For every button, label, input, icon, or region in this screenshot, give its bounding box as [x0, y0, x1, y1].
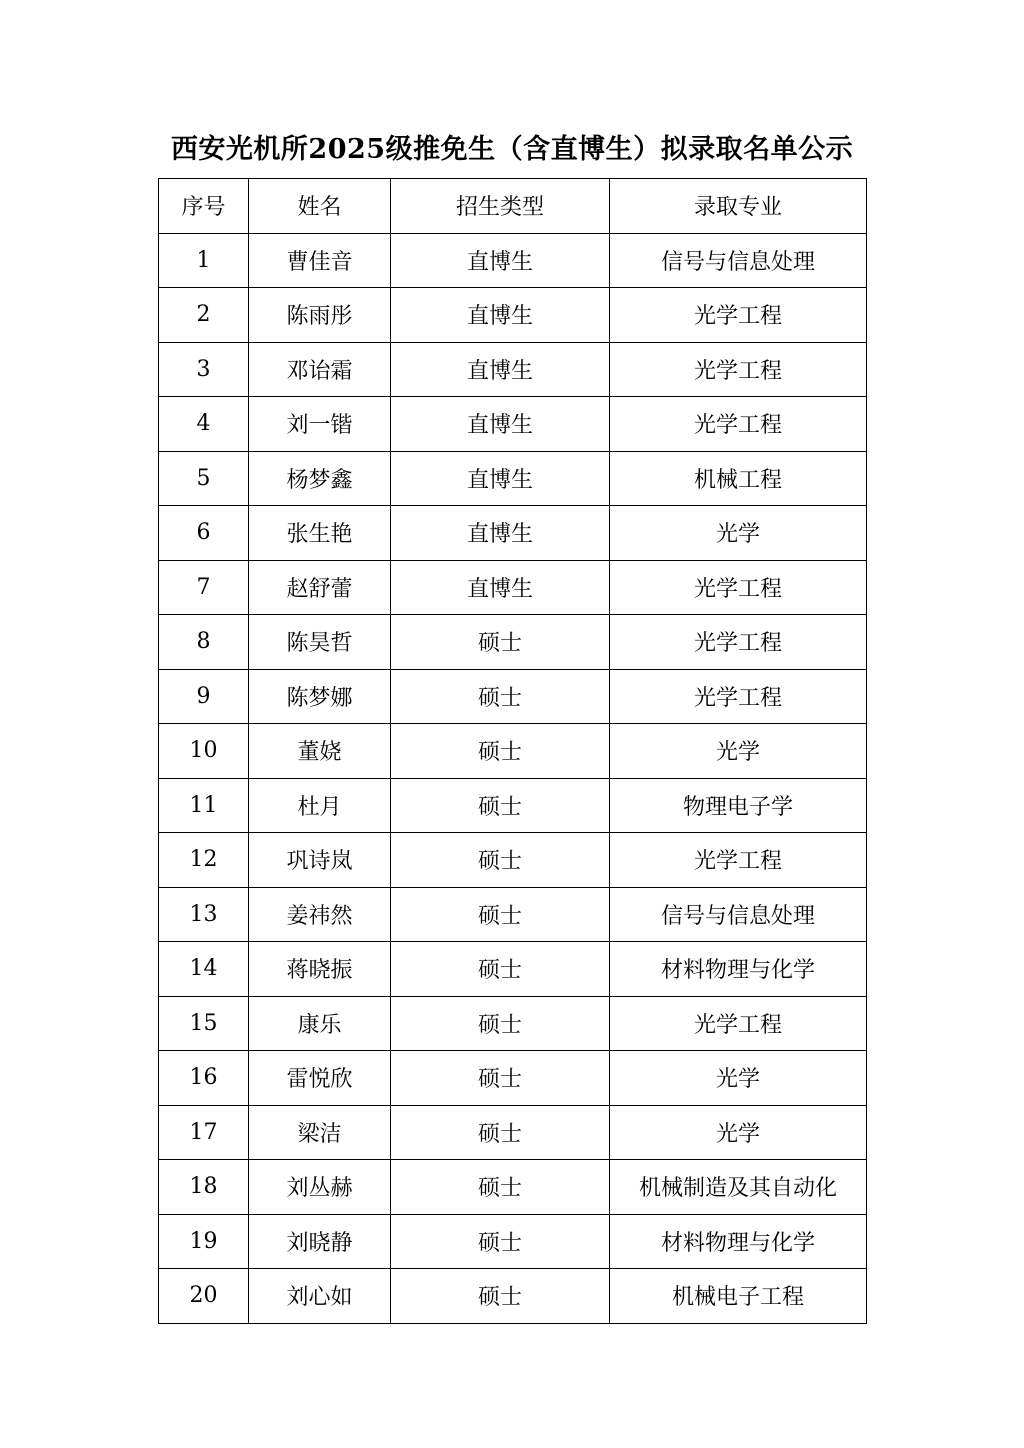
- cell-major: 光学工程: [610, 342, 867, 397]
- cell-index: 7: [159, 560, 249, 615]
- table-row: [159, 506, 867, 561]
- cell-index: 14: [159, 942, 249, 997]
- cell-name: 陈雨彤: [249, 288, 391, 343]
- cell-major: 机械制造及其自动化: [610, 1160, 867, 1215]
- cell-name: 陈昊哲: [249, 615, 391, 670]
- table-row: [159, 233, 867, 288]
- cell-name: 杨梦鑫: [249, 451, 391, 506]
- table-row: [159, 669, 867, 724]
- cell-index: 16: [159, 1051, 249, 1106]
- header-admission-type: 招生类型: [391, 179, 610, 234]
- cell-major: 机械电子工程: [610, 1269, 867, 1324]
- table-row: [159, 1160, 867, 1215]
- table-row: [159, 560, 867, 615]
- cell-major: 光学工程: [610, 833, 867, 888]
- cell-major: 物理电子学: [610, 778, 867, 833]
- cell-major: 光学工程: [610, 615, 867, 670]
- header-major: 录取专业: [610, 179, 867, 234]
- cell-major: 光学: [610, 1051, 867, 1106]
- cell-name: 曹佳音: [249, 233, 391, 288]
- cell-major: 光学工程: [610, 560, 867, 615]
- cell-name: 姜祎然: [249, 887, 391, 942]
- cell-major: 光学: [610, 1105, 867, 1160]
- cell-name: 陈梦娜: [249, 669, 391, 724]
- cell-major: 机械工程: [610, 451, 867, 506]
- cell-admission-type: 硕士: [391, 833, 610, 888]
- cell-index: 10: [159, 724, 249, 779]
- cell-index: 6: [159, 506, 249, 561]
- cell-admission-type: 直博生: [391, 288, 610, 343]
- cell-major: 材料物理与化学: [610, 1214, 867, 1269]
- table-row: [159, 615, 867, 670]
- table-row: [159, 942, 867, 997]
- cell-admission-type: 直博生: [391, 233, 610, 288]
- cell-admission-type: 硕士: [391, 1269, 610, 1324]
- cell-admission-type: 硕士: [391, 942, 610, 997]
- cell-admission-type: 直博生: [391, 506, 610, 561]
- cell-admission-type: 硕士: [391, 887, 610, 942]
- cell-major: 信号与信息处理: [610, 233, 867, 288]
- cell-admission-type: 硕士: [391, 778, 610, 833]
- cell-admission-type: 硕士: [391, 1051, 610, 1106]
- table-row: [159, 778, 867, 833]
- cell-admission-type: 硕士: [391, 1160, 610, 1215]
- table-header-row: [159, 179, 867, 234]
- cell-index: 3: [159, 342, 249, 397]
- table-row: [159, 451, 867, 506]
- cell-admission-type: 直博生: [391, 397, 610, 452]
- cell-admission-type: 直博生: [391, 560, 610, 615]
- cell-admission-type: 硕士: [391, 669, 610, 724]
- table-row: [159, 996, 867, 1051]
- cell-name: 刘丛赫: [249, 1160, 391, 1215]
- table-row: [159, 887, 867, 942]
- cell-name: 蒋晓振: [249, 942, 391, 997]
- header-index: 序号: [159, 179, 249, 234]
- cell-name: 董娆: [249, 724, 391, 779]
- cell-major: 光学工程: [610, 996, 867, 1051]
- cell-major: 光学工程: [610, 397, 867, 452]
- table-row: [159, 1105, 867, 1160]
- cell-name: 张生艳: [249, 506, 391, 561]
- cell-name: 邓诒霜: [249, 342, 391, 397]
- cell-index: 12: [159, 833, 249, 888]
- cell-name: 雷悦欣: [249, 1051, 391, 1106]
- cell-name: 巩诗岚: [249, 833, 391, 888]
- cell-index: 17: [159, 1105, 249, 1160]
- cell-index: 20: [159, 1269, 249, 1324]
- cell-admission-type: 直博生: [391, 342, 610, 397]
- table-row: [159, 724, 867, 779]
- cell-index: 1: [159, 233, 249, 288]
- cell-name: 赵舒蕾: [249, 560, 391, 615]
- table-row: [159, 288, 867, 343]
- table-row: [159, 342, 867, 397]
- admission-table: [158, 178, 867, 1324]
- cell-admission-type: 硕士: [391, 996, 610, 1051]
- cell-index: 8: [159, 615, 249, 670]
- cell-index: 15: [159, 996, 249, 1051]
- cell-major: 光学工程: [610, 669, 867, 724]
- cell-index: 5: [159, 451, 249, 506]
- cell-major: 光学: [610, 724, 867, 779]
- cell-admission-type: 直博生: [391, 451, 610, 506]
- cell-name: 杜月: [249, 778, 391, 833]
- table-body: [159, 233, 867, 1323]
- page-title: 西安光机所2025级推免生（含直博生）拟录取名单公示: [170, 134, 854, 165]
- cell-major: 光学: [610, 506, 867, 561]
- cell-major: 信号与信息处理: [610, 887, 867, 942]
- cell-admission-type: 硕士: [391, 1105, 610, 1160]
- cell-index: 13: [159, 887, 249, 942]
- cell-major: 材料物理与化学: [610, 942, 867, 997]
- header-name: 姓名: [249, 179, 391, 234]
- cell-index: 18: [159, 1160, 249, 1215]
- table-row: [159, 1214, 867, 1269]
- cell-index: 19: [159, 1214, 249, 1269]
- cell-index: 11: [159, 778, 249, 833]
- table-row: [159, 397, 867, 452]
- table-row: [159, 1051, 867, 1106]
- cell-admission-type: 硕士: [391, 615, 610, 670]
- cell-name: 康乐: [249, 996, 391, 1051]
- cell-index: 2: [159, 288, 249, 343]
- cell-major: 光学工程: [610, 288, 867, 343]
- cell-name: 刘一锴: [249, 397, 391, 452]
- cell-name: 刘心如: [249, 1269, 391, 1324]
- cell-admission-type: 硕士: [391, 724, 610, 779]
- cell-name: 梁洁: [249, 1105, 391, 1160]
- table-row: [159, 833, 867, 888]
- cell-index: 4: [159, 397, 249, 452]
- table-row: [159, 1269, 867, 1324]
- cell-admission-type: 硕士: [391, 1214, 610, 1269]
- cell-name: 刘晓静: [249, 1214, 391, 1269]
- cell-index: 9: [159, 669, 249, 724]
